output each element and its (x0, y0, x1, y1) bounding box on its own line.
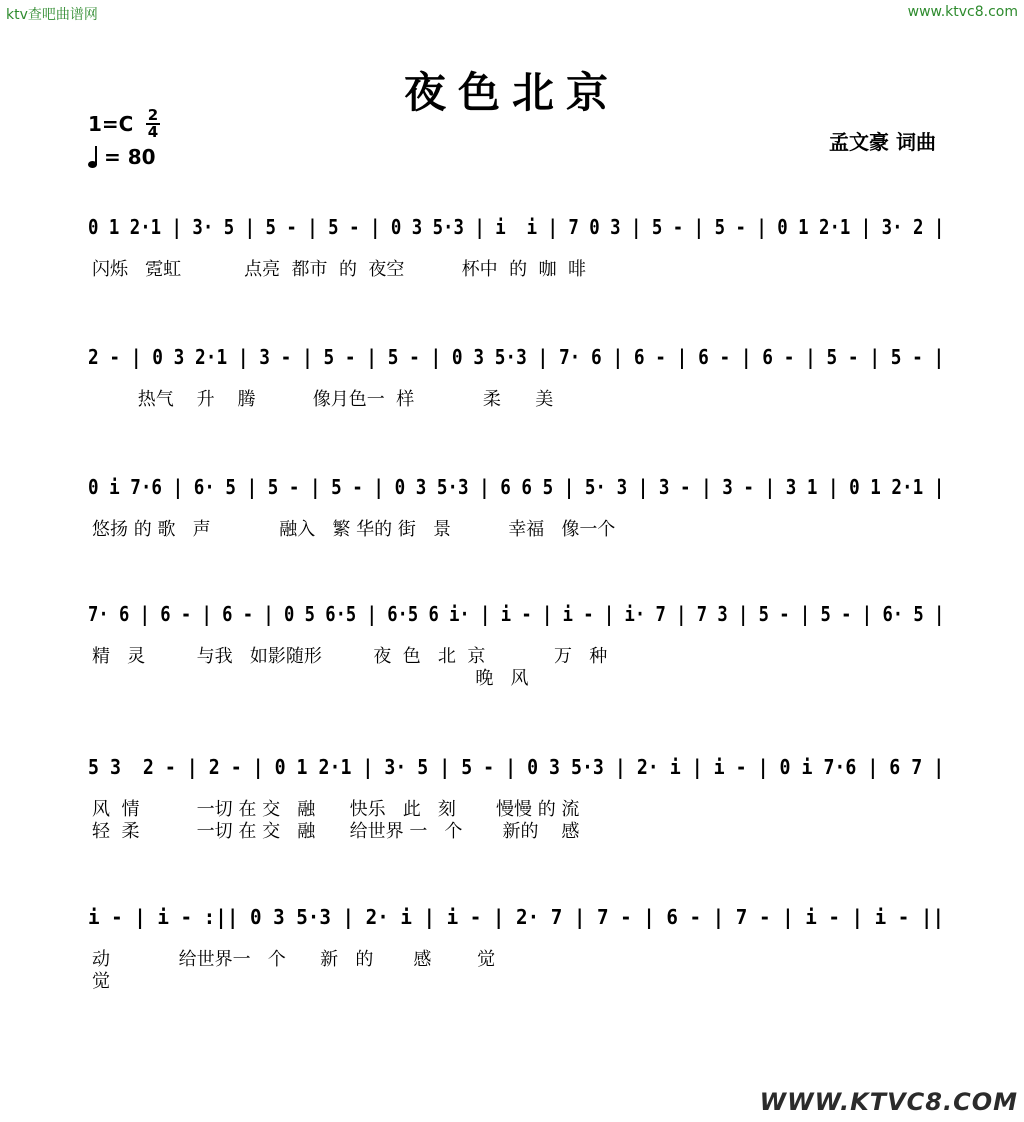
watermark-bottom-right: WWW.KTVC8.COM (759, 1088, 1018, 1116)
notation-line: 0 i 7·6 | 6· 5 | 5 - | 5 - | 0 3 5·3 | 6 6 5 | 5· 3 | 3 - | 3 - | 3 1 | 0 1 2·1 | (88, 475, 945, 499)
notation-line: 0 1 2·1 | 3· 5 | 5 - | 5 - | 0 3 5·3 | i i | 7 0 3 | 5 - | 5 - | 0 1 2·1 | 3· 2 | (88, 215, 945, 239)
notation-line: 7· 6 | 6 - | 6 - | 0 5 6·5 | 6·5 6 i· | i - | i - | i· 7 | 7 3 | 5 - | 5 - | 6· 5 | (88, 602, 945, 626)
lyrics-verse-2: 觉 (92, 971, 110, 992)
tempo-value: = 80 (104, 145, 156, 169)
composer-credit: 孟文豪 词曲 (829, 130, 936, 154)
lyrics-verse-1: 精 灵 与我 如影随形 夜 色 北 京 万 种 (92, 646, 608, 667)
watermark-top-left: ktv查吧曲谱网 (6, 7, 98, 23)
notation-line: 2 - | 0 3 2·1 | 3 - | 5 - | 5 - | 0 3 5·3 | 7· 6 | 6 - | 6 - | 6 - | 5 - | 5 - | (88, 345, 945, 369)
lyrics-verse-1: 热气 升 腾 像月色一 样 柔 美 (92, 389, 554, 410)
notation-line: 5 3 2 - | 2 - | 0 1 2·1 | 3· 5 | 5 - | 0 3 5·3 | 2· i | i - | 0 i 7·6 | 6 7 | (88, 755, 945, 779)
lyrics-verse-1: 风 情 一切 在 交 融 快乐 此 刻 慢慢 的 流 (92, 799, 580, 820)
time-signature (146, 108, 160, 140)
lyrics-verse-2: 晚 风 (92, 668, 529, 689)
notation-line: i - | i - :|| 0 3 5·3 | 2· i | i - | 2· 7 | 7 - | 6 - | 7 - | i - | i - || (88, 905, 945, 929)
lyrics-verse-2: 轻 柔 一切 在 交 融 给世界 一 个 新的 感 (92, 821, 580, 842)
quarter-note-icon (88, 146, 98, 168)
song-title: 夜色北京 (403, 68, 620, 117)
lyrics-verse-1: 动 给世界一 个 新 的 感 觉 (92, 949, 496, 970)
watermark-top-right: www.ktvc8.com (907, 4, 1018, 20)
lyrics-verse-1: 悠扬 的 歌 声 融入 繁 华的 街 景 幸福 像一个 (92, 519, 616, 540)
lyrics-verse-1: 闪烁 霓虹 点亮 都市 的 夜空 杯中 的 咖 啡 (92, 259, 586, 280)
key-signature: 1=C (88, 112, 134, 136)
tempo-marking (88, 145, 156, 169)
time-signature-top: 2 (147, 106, 159, 124)
time-signature-bottom: 4 (147, 123, 159, 141)
